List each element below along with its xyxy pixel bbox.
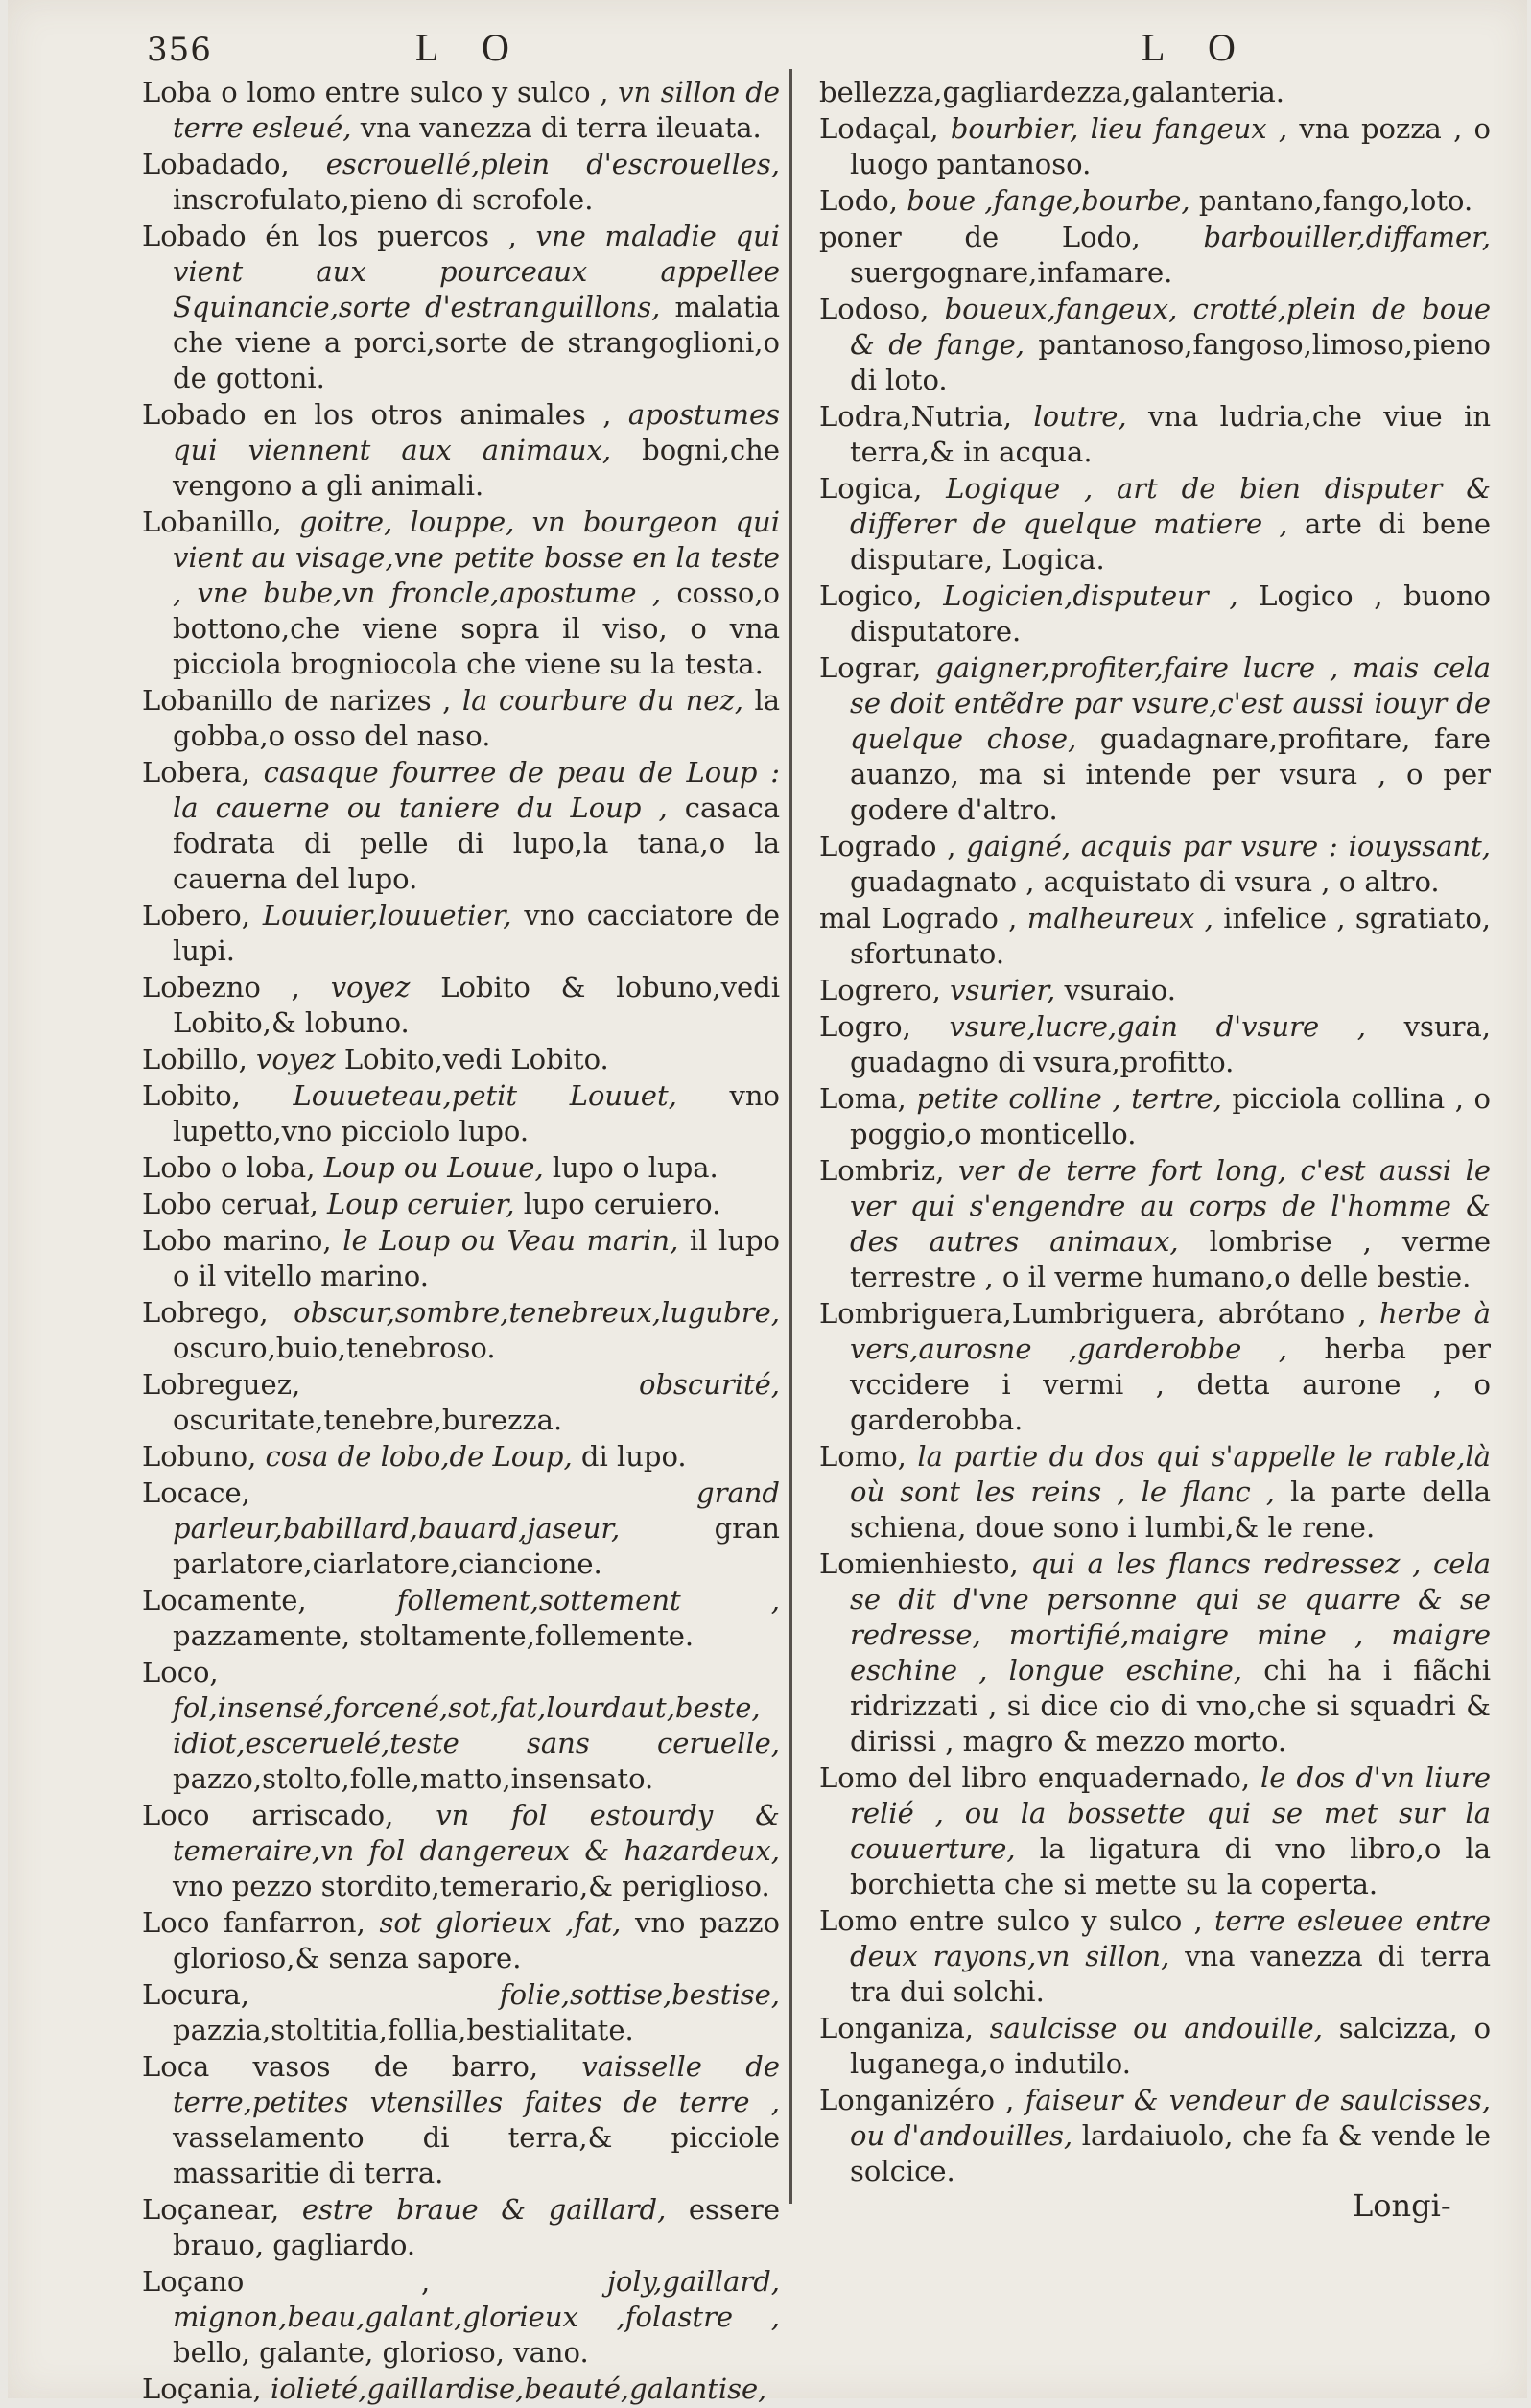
italian-gloss: pazzo,stolto,folle,matto,insensato.: [173, 1762, 654, 1795]
french-gloss: Logicien,disputeur ,: [943, 579, 1238, 612]
headword: Lomienhiesto,: [819, 1547, 1019, 1580]
italian-gloss: vna pozza , o luogo pantanoso.: [850, 112, 1492, 180]
dictionary-entry: [819, 111, 1491, 182]
french-gloss: obscurité,: [639, 1368, 780, 1401]
headword: Longanizéro ,: [819, 2084, 1015, 2116]
italian-gloss: pantano,fango,loto.: [1198, 184, 1473, 217]
french-gloss: fol,insensé,forcené,sot,fat,lourdaut,beste, idiot,esceruelé,teste sans ceruelle,: [173, 1691, 780, 1759]
running-head-right: L O: [1142, 26, 1253, 69]
dictionary-entry: [819, 901, 1491, 972]
italian-gloss: vna ludria,che viue in terra,& in acqua.: [850, 400, 1492, 468]
headword: Loma,: [819, 1082, 907, 1115]
headword: Logrado ,: [819, 830, 956, 862]
headword: Lobo ceruał,: [142, 1188, 318, 1220]
french-gloss: Logique , art de bien disputer & differer de quelque matiere ,: [850, 472, 1492, 540]
french-gloss: faiseur & vendeur de saulcisses, ou d'andouilles,: [850, 2084, 1492, 2152]
dictionary-entry: [142, 1798, 780, 1904]
dictionary-entry: [819, 2011, 1491, 2082]
headword: Lobito,: [142, 1079, 241, 1112]
italian-gloss: Logico , buono disputatore.: [850, 579, 1492, 648]
dictionary-entry: [142, 1475, 780, 1582]
italian-gloss: bello, galante, glorioso, vano.: [173, 2336, 589, 2369]
italian-gloss: bogni,che vengono a gli animali.: [173, 434, 780, 502]
french-gloss: gaigner,profiter,faire lucre , mais cela se doit entẽdre par vsure,c'est aussi iouyr de quelque chose,: [850, 651, 1491, 755]
headword: Loçania,: [142, 2373, 262, 2405]
italian-gloss: vno cacciatore de lupi.: [173, 899, 781, 967]
running-head-left: L O: [415, 26, 527, 69]
left-column: [142, 75, 780, 2408]
french-gloss: boue ,fange,bourbe,: [907, 184, 1190, 217]
italian-gloss: herba per vccidere i vermi , detta aurone , o garderobba.: [850, 1333, 1492, 1436]
italian-gloss: oscuritate,tenebre,burezza.: [173, 1404, 563, 1436]
dictionary-entry: [142, 1439, 780, 1475]
dictionary-entry: [142, 2264, 780, 2371]
french-gloss: grand parleur,babillard,bauard,jaseur,: [173, 1476, 780, 1545]
headword: Loco,: [142, 1656, 219, 1688]
italian-gloss: la parte della schiena, doue sono i lumbi,& le rene.: [850, 1475, 1491, 1544]
italian-gloss: vasselamento di terra,& picciole massaritie di terra.: [173, 2121, 780, 2189]
italian-gloss: vno lupetto,vno picciolo lupo.: [173, 1079, 780, 1147]
italian-gloss: lardaiuolo, che fa & vende le solcice.: [850, 2119, 1492, 2187]
dictionary-entry: [142, 1655, 780, 1797]
headword: Loba o lomo entre sulco y sulco ,: [142, 76, 609, 108]
headword: Lodoso,: [819, 293, 930, 325]
french-gloss: qui a les flancs redressez , cela se dit d'vne personne qui se quarre & se redresse, mortifié,maigre mine , maigre eschine , longue eschine,: [850, 1547, 1492, 1687]
dictionary-entry: [142, 75, 780, 146]
headword: Loco arriscado,: [142, 1799, 394, 1831]
dictionary-entry: [819, 578, 1491, 649]
french-gloss: folie,sottise,bestise,: [499, 1978, 780, 2011]
italian-gloss: la ligatura di vno libro,o la borchietta che si mette su la coperta.: [850, 1832, 1491, 1900]
french-gloss: Louuier,louuetier,: [262, 899, 512, 932]
headword: Loçanear,: [142, 2193, 280, 2226]
italian-gloss: pazzamente, stoltamente,follemente.: [173, 1619, 695, 1652]
dictionary-entry: [142, 2049, 780, 2191]
dictionary-entry: [142, 1583, 780, 1654]
french-gloss: sot glorieux ,fat,: [379, 1906, 622, 1939]
dictionary-entry: [819, 2083, 1491, 2189]
catchword: Longi-: [1353, 2187, 1451, 2224]
italian-gloss: vsuraio.: [1064, 974, 1176, 1006]
french-gloss: gaigné, acquis par vsure : iouyssant,: [966, 830, 1492, 862]
italian-gloss: lupo o lupa.: [552, 1151, 718, 1184]
dictionary-entry: [819, 1903, 1491, 2010]
french-gloss: casaque fourree de peau de Loup : la cauerne ou taniere du Loup ,: [173, 756, 781, 824]
headword: Loçano ,: [142, 2265, 431, 2298]
french-gloss: follement,sottement ,: [396, 1584, 781, 1617]
italian-gloss: bellezza,gagliardezza,galanteria.: [819, 76, 1284, 108]
headword: Logico,: [819, 579, 923, 612]
italian-gloss: pantanoso,fangoso,limoso,pieno di loto.: [850, 328, 1492, 396]
headword: Lodaçal,: [819, 112, 939, 145]
french-gloss: saulcisse ou andouille,: [989, 2012, 1323, 2044]
dictionary-entry: [819, 471, 1491, 578]
italian-gloss: vna vanezza di terra ileuata.: [360, 111, 762, 144]
headword: Lomo,: [819, 1440, 907, 1473]
headword: Locura,: [142, 1978, 250, 2011]
italian-gloss: il lupo o il vitello marino.: [173, 1224, 781, 1292]
headword: Lobreguez,: [142, 1368, 301, 1401]
french-gloss: vaisselle de terre,petites vtensilles faites de terre ,: [173, 2050, 780, 2118]
headword: Lobuno,: [142, 1440, 257, 1473]
italian-gloss: la gobba,o osso del naso.: [173, 684, 781, 752]
french-gloss: Loup ceruier,: [327, 1188, 515, 1220]
dictionary-entry: [142, 1223, 780, 1294]
headword: Lomo del libro enquadernado,: [819, 1761, 1251, 1794]
headword: Locace,: [142, 1476, 250, 1509]
french-gloss: escrouellé,plein d'escrouelles,: [325, 148, 780, 180]
dictionary-entry: [142, 505, 780, 682]
french-gloss: voyez: [256, 1043, 336, 1075]
italian-gloss: guadagnare,profitare, fare auanzo, ma si intende per vsura , o per godere d'altro.: [850, 722, 1491, 826]
french-gloss: ver de terre fort long, c'est aussi le ver qui s'engendre au corps de l'homme & des autres animaux,: [850, 1154, 1492, 1258]
french-gloss: joly,gaillard, mignon,beau,galant,glorieux ,folastre ,: [173, 2265, 781, 2333]
dictionary-entry: [819, 973, 1491, 1008]
headword: Lobado en los otros animales ,: [142, 398, 612, 431]
dictionary-entry: [819, 399, 1491, 470]
italian-gloss: essere brauo, gagliardo.: [173, 2193, 780, 2261]
french-gloss: terre esleuee entre deux rayons,vn sillon,: [850, 1904, 1491, 1972]
headword: Lomo entre sulco y sulco ,: [819, 1904, 1203, 1937]
french-gloss: barbouiller,diffamer,: [1203, 221, 1491, 253]
french-gloss: goitre, louppe, vn bourgeon qui vient au visage,vne petite bosse en la teste , vne bube,vn froncle,apostume ,: [173, 506, 781, 609]
french-gloss: vsurier,: [950, 974, 1056, 1006]
french-gloss: vn sillon de terre esleué,: [173, 76, 780, 144]
dictionary-entry: [819, 650, 1491, 828]
italian-gloss: salcizza, o luganega,o indutilo.: [850, 2012, 1492, 2080]
french-gloss: bourbier, lieu fangeux ,: [950, 112, 1288, 145]
headword: Lobera,: [142, 756, 250, 789]
french-gloss: estre braue & gaillard,: [301, 2193, 667, 2226]
italian-gloss: guadagnato , acquistato di vsura , o altro.: [850, 865, 1440, 898]
dictionary-entry: [819, 1546, 1491, 1759]
dictionary-entry: [142, 1150, 780, 1186]
headword: Lodra,Nutria,: [819, 400, 1013, 433]
column-divider: [789, 69, 792, 2204]
italian-gloss: vno pazzo glorioso,& senza sapore.: [173, 1906, 780, 1974]
italian-gloss: lupo ceruiero.: [523, 1188, 721, 1220]
italian-gloss: infelice , sgratiato, sfortunato.: [850, 902, 1492, 970]
dictionary-entry: [142, 1905, 780, 1976]
headword: Lobillo,: [142, 1043, 247, 1075]
french-gloss: vn fol estourdy & temeraire,vn fol dangereux & hazardeux,: [173, 1799, 780, 1867]
italian-gloss: gran parlatore,ciarlatore,ciancione.: [173, 1512, 780, 1580]
french-gloss: boueux,fangeux, crotté,plein de boue & de fange,: [850, 293, 1491, 361]
italian-gloss: vno pezzo stordito,temerario,& periglioso.: [173, 1870, 770, 1902]
french-gloss: Louueteau,petit Louuet,: [293, 1079, 677, 1112]
headword: Lobo marino,: [142, 1224, 332, 1257]
dictionary-entry: [142, 1078, 780, 1149]
french-gloss: apostumes qui viennent aux animaux,: [173, 398, 780, 466]
italian-gloss: vna vanezza di terra tra dui solchi.: [850, 1940, 1491, 2008]
headword: Lombriz,: [819, 1154, 945, 1187]
headword: Loco fanfarron,: [142, 1906, 365, 1939]
headword: poner de Lodo,: [819, 221, 1141, 253]
french-gloss: vsure,lucre,gain d'vsure ,: [949, 1010, 1366, 1043]
italian-gloss: pazzia,stoltitia,follia,bestialitate.: [173, 2014, 634, 2046]
french-gloss: le Loup ou Veau marin,: [342, 1224, 679, 1257]
french-gloss: le dos d'vn liure relié , ou la bossette qui se met sur la couuerture,: [850, 1761, 1491, 1865]
dictionary-entry: [142, 219, 780, 396]
french-gloss: iolieté,gaillardise,beauté,galantise,: [270, 2373, 767, 2405]
dictionary-entry: [142, 1977, 780, 2048]
italian-gloss: Lobito & lobuno,vedi Lobito,& lobuno.: [173, 971, 781, 1039]
italian-gloss: vsura, guadagno di vsura,profitto.: [850, 1010, 1491, 1078]
italian-gloss: suergognare,infamare.: [850, 256, 1173, 289]
dictionary-entry: [819, 1081, 1491, 1152]
french-gloss: vne maladie qui vient aux pourceaux appellee Squinancie,sorte d'estranguillons,: [173, 220, 781, 323]
headword: Locamente,: [142, 1584, 307, 1617]
dictionary-page: [8, 0, 1527, 2405]
dictionary-entry: [142, 1367, 780, 1438]
dictionary-entry: [142, 1187, 780, 1222]
french-gloss: petite colline , tertre,: [916, 1082, 1222, 1115]
dictionary-entry: [142, 147, 780, 218]
dictionary-entry: [819, 1009, 1491, 1080]
headword: Logrero,: [819, 974, 941, 1006]
dictionary-entry: [142, 1042, 780, 1077]
dictionary-entry: [819, 183, 1491, 219]
french-gloss: cosa de lobo,de Loup,: [265, 1440, 573, 1473]
italian-gloss: lombrise , verme terrestre , o il verme humano,o delle bestie.: [850, 1225, 1491, 1293]
italian-gloss: casaca fodrata di pelle di lupo,la tana,o la cauerna del lupo.: [173, 791, 780, 895]
dictionary-entry: [819, 292, 1491, 398]
dictionary-entry: [142, 970, 780, 1041]
headword: Lobrego,: [142, 1296, 269, 1329]
headword: Loca vasos de barro,: [142, 2050, 539, 2083]
dictionary-entry: [819, 1153, 1491, 1295]
headword: Lobanillo,: [142, 506, 282, 538]
headword: mal Logrado ,: [819, 902, 1018, 934]
right-column: [819, 75, 1491, 2190]
french-gloss: voyez: [330, 971, 411, 1003]
italian-gloss: inscrofulato,pieno di scrofole.: [173, 183, 594, 216]
dictionary-entry: [142, 2192, 780, 2263]
dictionary-entry: [142, 1295, 780, 1366]
french-gloss: Loup ou Louue,: [323, 1151, 544, 1184]
headword: Longaniza,: [819, 2012, 974, 2044]
italian-gloss: arte di bene disputare, Logica.: [850, 508, 1491, 576]
italian-gloss: picciola collina , o poggio,o monticello.: [850, 1082, 1492, 1150]
italian-gloss: chi ha i fiãchi ridrizzati , si dice cio di vno,che si squadri & dirissi , magro & mezzo morto.: [850, 1654, 1492, 1758]
dictionary-entry: [819, 1296, 1491, 1438]
italian-gloss: oscuro,buio,tenebroso.: [173, 1332, 496, 1364]
dictionary-entry: [142, 2372, 780, 2407]
page-number: 356: [147, 31, 212, 69]
dictionary-entry: [819, 220, 1491, 291]
headword: Lobero,: [142, 899, 250, 932]
dictionary-entry: [142, 898, 780, 969]
headword: Lobado én los puercos ,: [142, 220, 517, 252]
italian-gloss: di lupo.: [580, 1440, 687, 1473]
headword: Lobezno ,: [142, 971, 300, 1003]
italian-gloss: Lobito,vedi Lobito.: [343, 1043, 609, 1075]
dictionary-entry: [142, 683, 780, 754]
french-gloss: herbe à vers,aurosne ,garderobbe ,: [850, 1297, 1492, 1365]
headword: Logro,: [819, 1010, 911, 1043]
french-gloss: la courbure du nez,: [461, 684, 743, 717]
french-gloss: loutre,: [1033, 400, 1127, 433]
headword: Lobo o loba,: [142, 1151, 316, 1184]
headword: Lobadado,: [142, 148, 290, 180]
dictionary-entry: [142, 755, 780, 897]
headword: Lograr,: [819, 651, 922, 684]
french-gloss: la partie du dos qui s'appelle le rable,là où sont les reins , le flanc ,: [850, 1440, 1491, 1508]
dictionary-entry: [819, 1439, 1491, 1546]
french-gloss: malheureux ,: [1026, 902, 1213, 934]
french-gloss: obscur,sombre,tenebreux,lugubre,: [294, 1296, 780, 1329]
italian-gloss: malatia che viene a porci,sorte de strangoglioni,o de gottoni.: [173, 291, 781, 394]
headword: Lobanillo de narizes ,: [142, 684, 452, 717]
dictionary-entry: [819, 1760, 1491, 1902]
headword: Lombriguera,Lumbriguera, abrótano ,: [819, 1297, 1367, 1330]
dictionary-entry: [142, 397, 780, 504]
dictionary-entry: [819, 829, 1491, 900]
dictionary-entry: [819, 75, 1491, 110]
headword: Lodo,: [819, 184, 898, 217]
italian-gloss: cosso,o bottono,che viene sopra il viso, o vna picciola brogniocola che viene su la testa.: [173, 577, 780, 680]
headword: Logica,: [819, 472, 923, 505]
